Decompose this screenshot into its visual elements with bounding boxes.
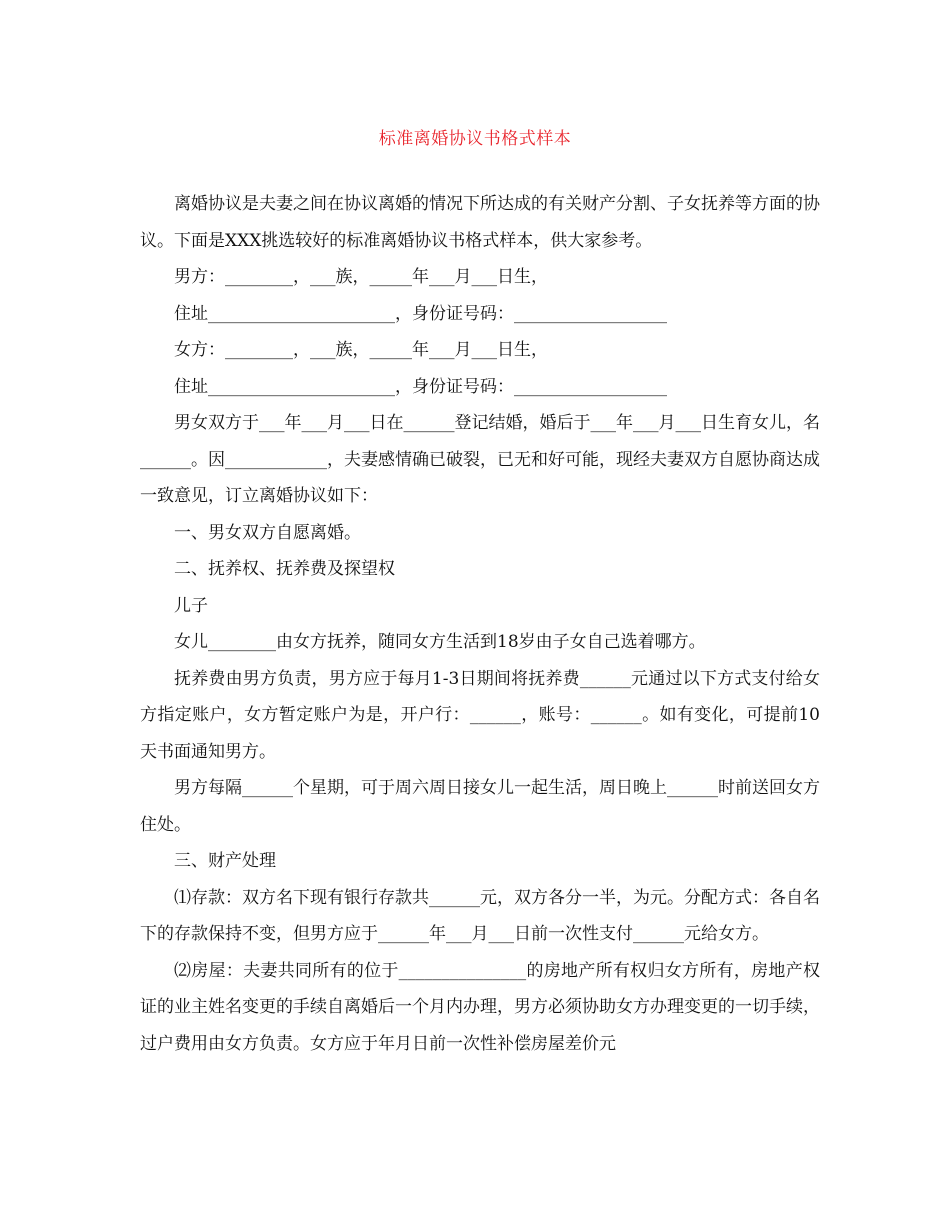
page-title: 标准离婚协议书格式样本 xyxy=(378,129,572,149)
wife-info-line: 女方：________，___族，_____年___月___日生， xyxy=(174,340,548,360)
document-body xyxy=(140,186,820,1062)
support-payment-paragraph: 抚养费由男方负责，男方应于每月1-3日期间将抚养费______元通过以下方式支付给女方指定账户，女方暂定账户为是，开户行：______，账号：______。如有变化，可提前10天书面通知男方。 xyxy=(140,668,820,762)
savings-paragraph: ⑴存款：双方名下现有银行存款共______元，双方各分一半，为元。分配方式：各自名下的存款保持不变，但男方应于______年___月___日前一次性支付______元给女方。 xyxy=(140,887,820,944)
husband-info-line: 男方：________，___族，_____年___月___日生， xyxy=(174,267,548,287)
intro-paragraph: 离婚协议是夫妻之间在协议离婚的情况下所达成的有关财产分割、子女抚养等方面的协议。下面是XXX挑选较好的标准离婚协议书格式样本，供大家参考。 xyxy=(140,194,820,251)
daughter-custody-line: 女儿________由女方抚养，随同女方生活到18岁由子女自己选着哪方。 xyxy=(174,632,706,652)
wife-address-line: 住址______________________，身份证号码：__________________ xyxy=(174,376,667,397)
clause-2-heading: 二、抚养权、抚养费及探望权 xyxy=(174,559,395,579)
visitation-paragraph: 男方每隔______个星期，可于周六周日接女儿一起生活，周日晚上______时前送回女方住处。 xyxy=(140,778,820,835)
clause-3-heading: 三、财产处理 xyxy=(174,851,276,871)
husband-address-line: 住址______________________，身份证号码：__________________ xyxy=(174,303,667,324)
marriage-paragraph: 男女双方于___年___月___日在______登记结婚，婚后于___年___月___日生育女儿，名______。因____________，夫妻感情确已破裂，已无和好可能，现经夫妻双方自愿协商达成一致意见，订立离婚协议如下： xyxy=(140,413,820,506)
housing-paragraph: ⑵房屋：夫妻共同所有的位于_______________的房地产所有权归女方所有，房地产权证的业主姓名变更的手续自离婚后一个月内办理，男方必须协助女方办理变更的一切手续，过户费用由女方负责。女方应于年月日前一次性补偿房屋差价元 xyxy=(140,960,820,1054)
clause-1: 一、男女双方自愿离婚。 xyxy=(174,522,361,543)
son-line: 儿子 xyxy=(174,595,208,616)
